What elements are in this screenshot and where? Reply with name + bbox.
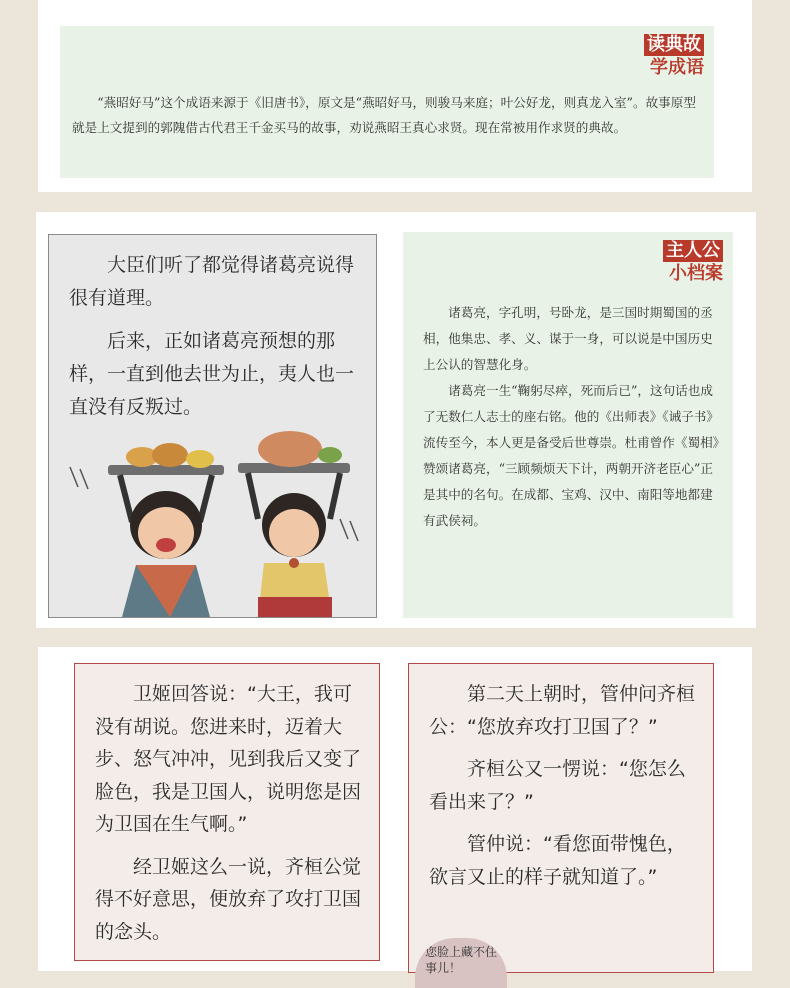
profile-badge-top: 主人公	[663, 240, 723, 262]
tribesman-right	[238, 431, 350, 617]
story-paragraph: 经卫姬这么一说，齐桓公觉得不好意思，便放弃了攻打卫国的念头。	[95, 855, 362, 943]
profile-paragraph: 诸葛亮，字孔明，号卧龙，是三国时期蜀国的丞相，他集忠、孝、义、谋于一身，可以说是中国历史上公认的智慧化身。	[423, 305, 713, 372]
story-text-left	[95, 678, 363, 948]
story-text-right	[429, 678, 699, 893]
story-paragraph: 卫姬回答说：“大王，我可没有胡说。您进来时，迈着大步、怒气冲冲，见到我后又变了脸色，我是卫国人，说明您是因为卫国在生气啊。”	[95, 683, 362, 835]
story-text-zhuge	[69, 249, 361, 424]
profile-badge	[663, 240, 723, 286]
story-panel-right	[408, 663, 714, 973]
idiom-text: “燕昭好马”这个成语来源于《旧唐书》，原文是“燕昭好马，则骏马来庭；叶公好龙，则真龙入室”。故事原型就是上文提到的郭隗借古代君王千金买马的故事，劝说燕昭王真心求贤。现在常被用作求贤的典故。	[72, 95, 696, 135]
story-paragraph: 后来，正如诸葛亮预想的那样，一直到他去世为止，夷人也一直没有反叛过。	[69, 330, 355, 418]
story-panel-left	[74, 663, 380, 961]
story-paragraph: 大臣们听了都觉得诸葛亮说得很有道理。	[69, 254, 355, 309]
story-paragraph: 管仲说：“看您面带愧色，欲言又止的样子就知道了。”	[429, 833, 686, 888]
profile-badge-bottom: 小档案	[669, 263, 723, 284]
profile-box	[403, 232, 733, 618]
idiom-box	[60, 26, 714, 178]
tribesman-left	[108, 443, 224, 617]
idiom-badge	[644, 34, 704, 80]
illustration-tribesmen	[50, 427, 375, 617]
profile-text	[423, 300, 721, 534]
profile-paragraph: 诸葛亮一生“鞠躬尽瘁，死而后已”，这句话也成了无数仁人志士的座右铭。他的《出师表》《诫子书》流传至今，本人更是备受后世尊崇。杜甫曾作《蜀相》赞颂诸葛亮，“三顾频烦天下计，两朝开济老臣心”正是其中的名句。在成都、宝鸡、汉中、南阳等地都建有武侯祠。	[423, 383, 719, 528]
idiom-badge-top: 读典故	[644, 34, 704, 56]
idiom-card	[38, 0, 752, 192]
idiom-badge-bottom: 学成语	[650, 57, 704, 78]
speech-bubble-text: 您脸上藏不住事儿！	[425, 945, 498, 975]
speech-bubble	[415, 938, 507, 988]
story-panel-zhuge	[48, 234, 377, 618]
story-paragraph: 齐桓公又一愣说：“您怎么看出来了？”	[429, 758, 686, 813]
story-paragraph: 第二天上朝时，管仲问齐桓公：“您放弃攻打卫国了？”	[429, 683, 696, 738]
